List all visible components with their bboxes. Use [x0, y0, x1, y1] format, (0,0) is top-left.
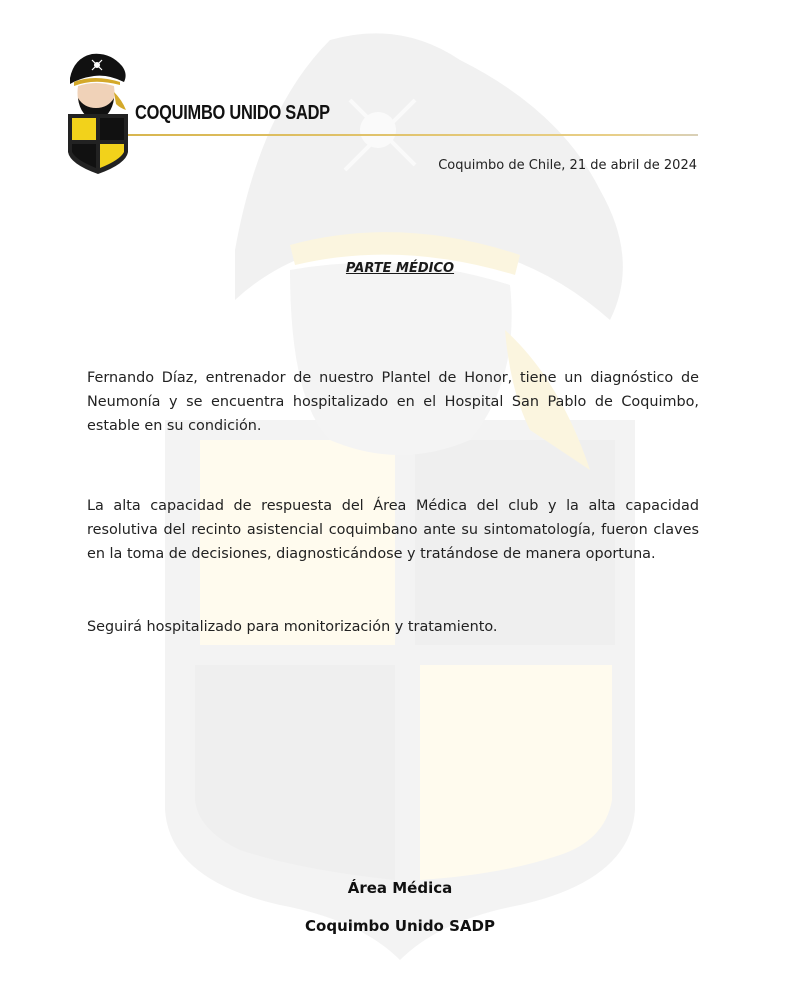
- paragraph-diagnosis: Fernando Díaz, entrenador de nuestro Plantel de Honor, tiene un diagnóstico de Neumonía y se encuentra hospitalizado en el Hospital San Pablo de Coquimbo, estable en su condición.: [87, 370, 699, 434]
- organization-name: COQUIMBO UNIDO SADP: [135, 102, 330, 124]
- signature-department: Área Médica: [347, 879, 453, 897]
- paragraph-response: La alta capacidad de respuesta del Área Médica del club y la alta capacidad resolutiva del recinto asistencial coquimbano ante su sintomatología, fueron claves en la toma de decisiones, diagnosticándose y tratándose de manera oportuna.: [87, 498, 699, 562]
- header-divider: [128, 134, 698, 136]
- pirate-crest-logo-icon: [64, 52, 132, 176]
- date-line: Coquimbo de Chile, 21 de abril de 2024: [438, 158, 697, 173]
- signature-organization: Coquimbo Unido SADP: [305, 917, 495, 935]
- document-title: PARTE MÉDICO: [345, 261, 455, 276]
- paragraph-followup: Seguirá hospitalizado para monitorización y tratamiento.: [87, 619, 498, 635]
